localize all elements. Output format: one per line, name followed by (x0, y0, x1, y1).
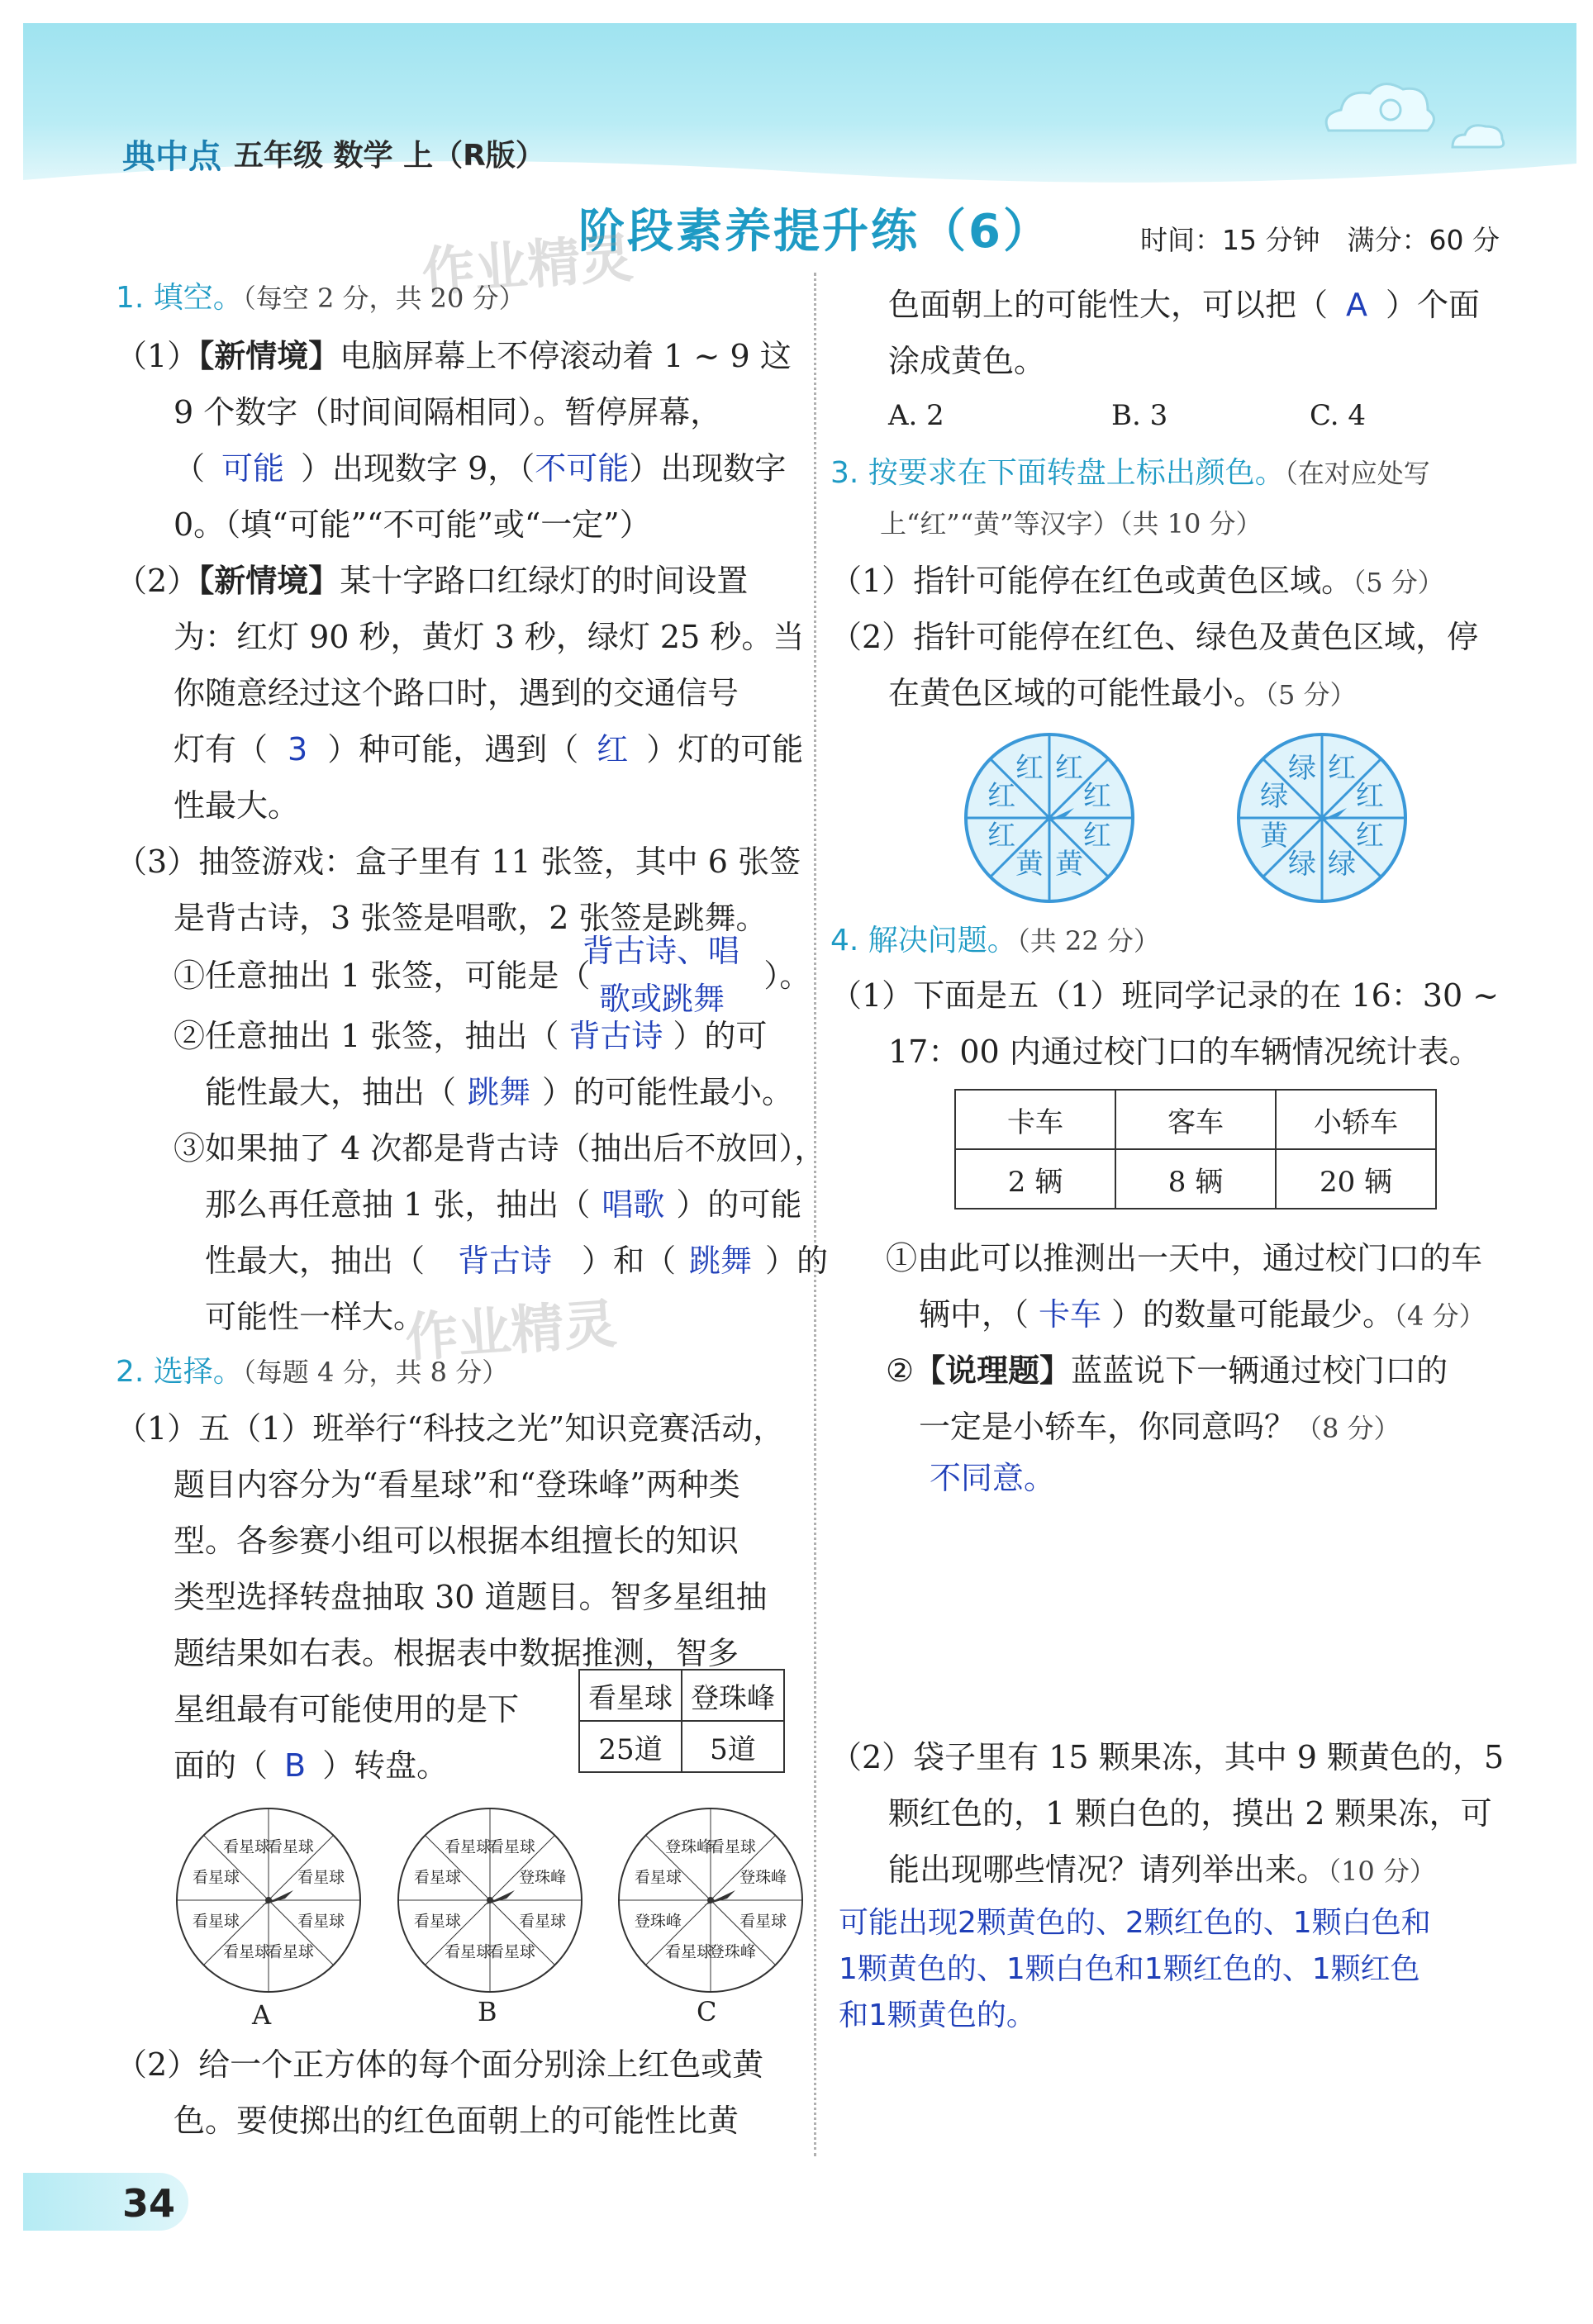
section-2-note: （每题 4 分，共 8 分） (242, 1357, 509, 1388)
vehicle-table (954, 1089, 1437, 1210)
sector-label: 看星球 (665, 1942, 713, 1961)
answer-text: 不可能 (535, 450, 630, 487)
q2-1-line7: 面的（ B ）转盘。 (174, 1747, 449, 1784)
brand-logo: 典中点 (122, 138, 221, 176)
answer-text: 跳舞 (689, 1243, 753, 1279)
answer-text: 不同意。 (930, 1460, 1056, 1496)
answer-text: 红 (597, 731, 629, 768)
section-3-note-cont: 上“红”“黄”等汉字）（共 10 分） (880, 508, 1263, 539)
sector-label: 红 (1015, 752, 1044, 786)
q2-2-cont-line1: 色面朝上的可能性大，可以把（ A ）个面 (888, 287, 1481, 323)
answer-text: 歌或跳舞 (599, 981, 725, 1017)
spinner-label: C (697, 1996, 717, 2027)
watermark: 作业精灵 (403, 1294, 619, 1370)
table-header: 客车 (1115, 1090, 1276, 1149)
sector-label: 看星球 (413, 1868, 461, 1887)
section-4-heading: 4. 解决问题。 (830, 924, 1017, 958)
table-cell: 8 辆 (1115, 1149, 1276, 1209)
table-cell: 20 辆 (1276, 1149, 1436, 1209)
color-wheel-2 (1235, 731, 1409, 905)
table-cell: 25道 (579, 1721, 682, 1772)
sector-label: 看星球 (445, 1942, 492, 1961)
q2-1-line5: 题结果如右表。根据表中数据推测，智多 (174, 1635, 739, 1671)
q1-3-sub2c: 能性最大，抽出（ 跳舞 ）的可能性最小。 (205, 1074, 794, 1110)
sector-label: 看星球 (519, 1912, 567, 1931)
wheel-hub (265, 1897, 272, 1903)
sector-label: 黄 (1054, 847, 1083, 881)
answer-text: 背古诗、唱 (583, 933, 740, 969)
section-3-note: （在对应处写 (1284, 458, 1430, 489)
wheel-hub (1046, 815, 1053, 821)
section-1-heading: 1. 填空。 (116, 281, 243, 315)
sector-label: 绿 (1327, 847, 1356, 881)
answer-text: 背古诗 (458, 1243, 553, 1279)
q2-2-line2: 色。要使掷出的红色面朝上的可能性比黄 (174, 2103, 739, 2139)
answer-text: 3 (288, 731, 308, 768)
sector-label: 看星球 (634, 1868, 682, 1887)
cloud-icon (1312, 73, 1444, 147)
q1-2-line2: 为：红灯 90 秒，黄灯 3 秒，绿灯 25 秒。当 (174, 619, 805, 655)
table-header: 登珠峰 (682, 1670, 784, 1721)
sector-label: 登珠峰 (634, 1912, 682, 1931)
sector-label: 绿 (1288, 847, 1317, 881)
sector-label: 红 (987, 819, 1016, 853)
sector-label: 红 (1082, 819, 1111, 853)
q1-2-line3: 你随意经过这个路口时，遇到的交通信号 (174, 675, 739, 711)
sector-label: 红 (1355, 819, 1384, 853)
section-3-heading: 3. 按要求在下面转盘上标出颜色。 (830, 456, 1285, 490)
q1-3-sub3b: 那么再任意抽 1 张，抽出（ 唱歌 ）的可能 (205, 1186, 802, 1223)
q1-3-sub1: ①任意抽出 1 张签，可能是（ ）。 (174, 958, 811, 994)
q1-3-sub2: ②任意抽出 1 张签，抽出（ 背古诗 ）的可 (174, 1018, 768, 1054)
q2-1-line1: （1）五（1）班举行“科技之光”知识竞赛活动， (116, 1410, 785, 1447)
sector-label: 看星球 (297, 1912, 345, 1931)
sector-label: 红 (1355, 780, 1384, 814)
q1-1-line3: （ 可能 ）出现数字 9，（不可能）出现数字 (174, 450, 787, 487)
q2-1-line3: 型。各参赛小组可以根据本组擅长的知识 (174, 1523, 739, 1559)
sector-label: 看星球 (708, 1837, 756, 1856)
sector-label: 看星球 (266, 1837, 314, 1856)
sector-label: 看星球 (413, 1912, 461, 1931)
sector-label: 看星球 (739, 1912, 787, 1931)
spinner-label: A (252, 1999, 272, 2031)
answer-text: 和1颗黄色的。 (839, 1998, 1036, 2032)
section-4-note: （共 22 分） (1016, 925, 1160, 957)
q2-1-line4: 类型选择转盘抽取 30 道题目。智多星组抽 (174, 1579, 768, 1615)
sector-label: 看星球 (266, 1942, 314, 1961)
q1-1-line4: 0。（填“可能”“不可能”或“一定”） (174, 506, 651, 543)
q4-2-line3: 能出现哪些情况？请列举出来。（10 分） (888, 1851, 1436, 1888)
q4-1-line1: （1）下面是五（1）班同学记录的在 16：30 ~ (830, 977, 1500, 1014)
sector-label: 登珠峰 (665, 1837, 713, 1856)
column-divider (814, 273, 816, 2156)
answer-text: 背古诗 (568, 1018, 663, 1054)
spinner-c (616, 1805, 806, 1995)
answer-text: 1颗黄色的、1颗白色和1颗红色的、1颗红色 (839, 1952, 1420, 1986)
sector-label: 看星球 (192, 1868, 240, 1887)
page-number: 34 (122, 2181, 176, 2226)
time-info: 时间：15 分钟 满分：60 分 (1140, 224, 1500, 256)
wheel-hub (487, 1897, 493, 1903)
q2-2-cont-line2: 涂成黄色。 (888, 343, 1046, 379)
sector-label: 看星球 (192, 1912, 240, 1931)
sector-label: 看星球 (223, 1942, 271, 1961)
option-a: A. 2 (888, 399, 944, 432)
answer-text: 可能出现2颗黄色的、2颗红色的、1颗白色和 (839, 1906, 1431, 1940)
table-cell: 5道 (682, 1721, 784, 1772)
sector-label: 看星球 (445, 1837, 492, 1856)
book-title: 五年级 数学 上（R版） (234, 139, 545, 173)
q1-1-line1: （1）【新情境】电脑屏幕上不停滚动着 1 ~ 9 这 (116, 337, 792, 374)
sector-label: 红 (1082, 780, 1111, 814)
answer-text: 卡车 (1039, 1296, 1102, 1333)
section-1-note: （每空 2 分，共 20 分） (242, 283, 525, 314)
table-header: 看星球 (579, 1670, 682, 1721)
q4-1-sub1a: ①由此可以推测出一天中，通过校门口的车 (886, 1240, 1483, 1276)
table-header: 小轿车 (1276, 1090, 1436, 1149)
sector-label: 登珠峰 (739, 1868, 787, 1887)
q4-1-sub2c: 一定是小轿车，你同意吗？（8 分） (919, 1409, 1400, 1445)
sector-label: 红 (987, 780, 1016, 814)
wheel-hub (1319, 815, 1325, 821)
q2-2-line1: （2）给一个正方体的每个面分别涂上红色或黄 (116, 2046, 764, 2083)
sector-label: 绿 (1260, 780, 1289, 814)
q4-1-sub1b: 辆中，（ 卡车 ）的数量可能最少。（4 分） (919, 1296, 1486, 1333)
sector-label: 看星球 (487, 1942, 535, 1961)
watermark: 作业精灵 (420, 228, 635, 304)
answer-text: 可能 (221, 450, 285, 487)
q1-2-line4: 灯有（ 3 ）种可能，遇到（ 红 ）灯的可能 (174, 731, 804, 768)
header-band (23, 23, 1576, 188)
wheel-hub (707, 1897, 714, 1903)
q1-3-sub3a: ③如果抽了 4 次都是背古诗（抽出后不放回）， (174, 1130, 826, 1167)
spinner-a (174, 1805, 364, 1995)
q1-3-sub3g: 可能性一样大。 (205, 1299, 426, 1335)
sector-label: 绿 (1288, 752, 1317, 786)
answer-text: 跳舞 (468, 1074, 531, 1110)
sector-label: 登珠峰 (708, 1942, 756, 1961)
q1-3-line1: （3）抽签游戏：盒子里有 11 张签，其中 6 张签 (116, 844, 801, 880)
q1-2-line5: 性最大。 (174, 787, 300, 824)
q1-2-line1: （2）【新情境】某十字路口红绿灯的时间设置 (116, 562, 749, 599)
sector-label: 黄 (1015, 847, 1044, 881)
sector-label: 看星球 (223, 1837, 271, 1856)
sector-label: 红 (1054, 752, 1083, 786)
sector-label: 看星球 (297, 1868, 345, 1887)
q1-3-sub3d: 性最大，抽出（ 背古诗 ）和（ 跳舞 ）的 (205, 1243, 829, 1279)
question-table (578, 1669, 785, 1773)
page-title: 阶段素养提升练（6） (578, 205, 1052, 259)
table-header: 卡车 (955, 1090, 1115, 1149)
option-b: B. 3 (1111, 399, 1168, 432)
q2-1-line2: 题目内容分为“看星球”和“登珠峰”两种类 (174, 1466, 740, 1503)
sector-label: 黄 (1260, 819, 1289, 853)
spinner-label: B (478, 1996, 497, 2027)
q2-1-line6: 星组最有可能使用的是下 (174, 1691, 520, 1728)
q4-1-line2: 17：00 内通过校门口的车辆情况统计表。 (888, 1034, 1481, 1070)
sector-label: 红 (1327, 752, 1356, 786)
q1-3-line2: 是背古诗，3 张签是唱歌，2 张签是跳舞。 (174, 900, 768, 936)
q1-1-line2: 9 个数字（时间间隔相同）。暂停屏幕， (174, 394, 722, 430)
q3-2-line2: 在黄色区域的可能性最小。（5 分） (888, 675, 1357, 711)
q4-1-sub2: ②【说理题】蓝蓝说下一辆通过校门口的 (886, 1352, 1448, 1389)
answer-text: B (284, 1747, 307, 1784)
sector-label: 登珠峰 (519, 1868, 567, 1887)
spinner-b (395, 1805, 585, 1995)
q4-2-line1: （2）袋子里有 15 颗果冻，其中 9 颗黄色的，5 (830, 1739, 1505, 1775)
sector-label: 看星球 (487, 1837, 535, 1856)
answer-text: 唱歌 (602, 1186, 665, 1223)
q3-1: （1）指针可能停在红色或黄色区域。（5 分） (830, 563, 1444, 599)
option-c: C. 4 (1310, 399, 1367, 432)
color-wheel-1 (963, 731, 1136, 905)
q4-2-line2: 颗红色的，1 颗白色的，摸出 2 颗果冻，可 (888, 1795, 1492, 1832)
q3-2-line1: （2）指针可能停在红色、绿色及黄色区域，停 (830, 619, 1479, 655)
table-cell: 2 辆 (955, 1149, 1115, 1209)
section-2-heading: 2. 选择。 (116, 1355, 243, 1389)
answer-text: A (1346, 287, 1368, 323)
